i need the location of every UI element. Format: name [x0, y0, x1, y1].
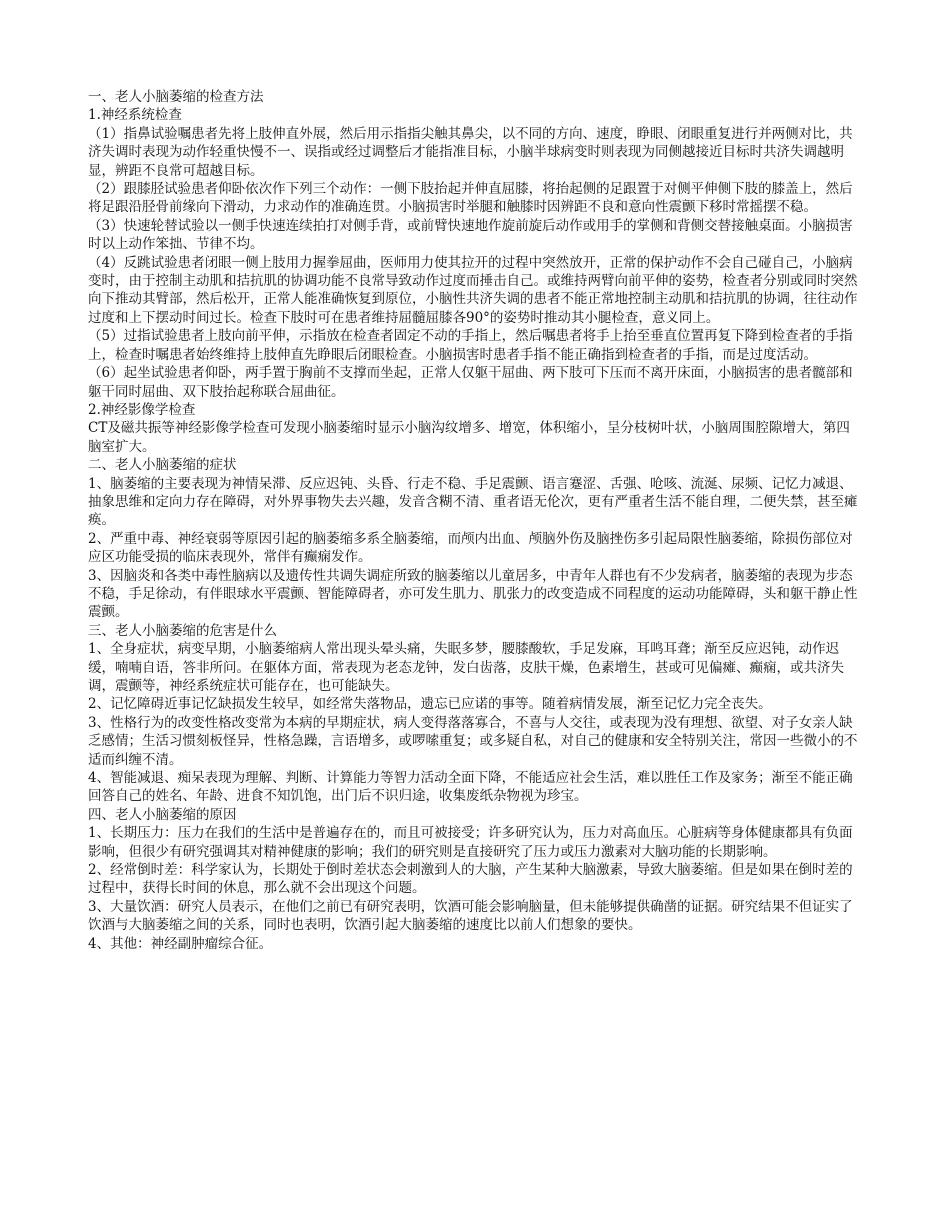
paragraph: 2、经常倒时差：科学家认为，长期处于倒时差状态会刺激到人的大脑，产生某种大脑激素，导致大脑萎缩。但是如果在倒时差的过程中，获得长时间的休息，那么就不会出现这个问题。 [88, 862, 853, 897]
paragraph: （4）反跳试验患者闭眼一侧上肢用力握拳屈曲，医师用力使其拉开的过程中突然放开，正常的保护动作不会自己碰自己，小脑病变时，由于控制主动肌和拮抗肌的协调功能不良常导致动作过度而捶击自己。或维持两臂向前平伸的姿势，检查者分别或同时突然向下推动其臂部，然后松开，正常人能准确恢复到原位，小脑性共济失调的患者不能正常地控制主动肌和拮抗肌的协调，往往动作过度和上下摆动时间过长。检查下肢时可在患者维持屈髓屈膝各90°的姿势时推动其小腿检查，意义同上。 [88, 254, 858, 326]
paragraph: CT及磁共振等神经影像学检查可发现小脑萎缩时显示小脑沟纹增多、增宽，体积缩小，呈分枝树叶状，小脑周围腔隙增大，第四脑室扩大。 [88, 420, 850, 455]
paragraph: （5）过指试验患者上肢向前平伸，示指放在检查者固定不动的手指上，然后嘱患者将手上抬至垂直位置再复下降到检查者的手指上，检查时嘱患者始终维持上肢伸直先睁眼后闭眼检查。小脑损害时患者手指不能正确指到检查者的手指，而是过度活动。 [88, 328, 853, 363]
section-heading: 一、老人小脑萎缩的检查方法 [88, 89, 264, 105]
section-heading: 二、老人小脑萎缩的症状 [88, 457, 237, 474]
paragraph: 4、智能减退、痴呆表现为理解、判断、计算能力等智力活动全面下降，不能适应社会生活，难以胜任工作及家务；渐至不能正确回答自己的姓名、年龄、进食不知饥饱，出门后不识归途，收集废纸杂物视为珍宝。 [88, 770, 853, 805]
document-body [88, 88, 863, 953]
paragraph: 1、全身症状，病变早期，小脑萎缩病人常出现头晕头痛，失眠多梦，腰膝酸软，手足发麻，耳鸣耳聋；渐至反应迟钝，动作迟缓，喃喃自语，答非所问。在躯体方面，常表现为老态龙钟，发白齿落，皮肤干燥，色素增生，甚或可见偏瘫、癫痫，或共济失调，震颤等，神经系统症状可能存在，也可能缺失。 [88, 641, 844, 694]
paragraph: 4、其他：神经副肿瘤综合征。 [88, 935, 273, 952]
subsection-heading: 2.神经影像学检查 [88, 401, 196, 418]
paragraph: 1、脑萎缩的主要表现为神情呆滞、反应迟钝、头昏、行走不稳、手足震颤、语言蹇涩、舌强、呛咳、流涎、尿频、记忆力减退、抽象思维和定向力存在障碍，对外界事物失去兴趣，发音含糊不清、重者语无伦次，更有严重者生活不能自理，二便失禁，甚至瘫痪。 [88, 475, 858, 529]
paragraph: （2）跟膝胫试验患者仰卧依次作下列三个动作：一侧下肢抬起并伸直屈膝，将抬起侧的足跟置于对侧平伸侧下肢的膝盖上，然后将足跟沿胫骨前缘向下滑动，力求动作的准确连贯。小脑损害时举腿和触膝时因辨距不良和意向性震颤下移时常摇摆不稳。 [88, 181, 853, 216]
paragraph: 3、性格行为的改变性格改变常为本病的早期症状，病人变得落落寡合，不喜与人交往，或表现为没有理想、欲望、对子女亲人缺乏感情；生活习惯刻板怪异，性格急躁，言语增多，或啰嗦重复；或多疑自私，对自己的健康和安全特别关注，常因一些微小的不适而纠缠不清。 [88, 714, 858, 768]
paragraph: 3、因脑炎和各类中毒性脑病以及遗传性共调失调症所致的脑萎缩以儿童居多，中青年人群也有不少发病者，脑萎缩的表现为步态不稳，手足徐动，有伴眼球水平震颤、智能障碍者，亦可发生肌力、肌张力的改变造成不同程度的运动功能障碍，头和躯干静止性震颤。 [88, 567, 858, 621]
paragraph: 1、长期压力：压力在我们的生活中是普遍存在的，而且可被接受；许多研究认为，压力对高血压。心脏病等身体健康都具有负面影响，但很少有研究强调其对精神健康的影响；我们的研究则是直接研究了压力或压力激素对大脑功能的长期影响。 [88, 825, 853, 860]
subsection-heading: 1.神经系统检查 [88, 107, 182, 124]
paragraph: （1）指鼻试验嘱患者先将上肢伸直外展，然后用示指指尖触其鼻尖，以不同的方向、速度，睁眼、闭眼重复进行并两侧对比，共济失调时表现为动作轻重快慢不一、误指或经过调整后才能指准目标，小脑半球病变时则表现为同侧越接近目标时共济失调越明显，辨距不良常可超越目标。 [88, 125, 853, 179]
section-heading: 三、老人小脑萎缩的危害是什么 [88, 622, 277, 639]
paragraph: （6）起坐试验患者仰卧，两手置于胸前不支撑而坐起，正常人仅躯干屈曲、两下肢可下压而不离开床面，小脑损害的患者髋部和躯干同时屈曲、双下肢抬起称联合屈曲征。 [88, 365, 853, 400]
paragraph: 2、严重中毒、神经衰弱等原因引起的脑萎缩多系全脑萎缩，而颅内出血、颅脑外伤及脑挫伤多引起局限性脑萎缩，除损伤部位对应区功能受损的临床表现外，常伴有癫痫发作。 [88, 530, 853, 566]
section-heading: 四、老人小脑萎缩的原因 [88, 806, 237, 823]
paragraph: 2、记忆障碍近事记忆缺损发生较早，如经常失落物品，遗忘已应诺的事等。随着病情发展，渐至记忆力完全丧失。 [88, 696, 772, 713]
paragraph: 3、大量饮酒：研究人员表示，在他们之前已有研究表明，饮酒可能会影响脑量，但未能够提供确凿的证据。研究结果不但证实了饮酒与大脑萎缩之间的关系，同时也表明，饮酒引起大脑萎缩的速度比以前人们想象的要快。 [88, 898, 853, 934]
paragraph: （3）快速轮替试验以一侧手快速连续拍打对侧手背，或前臂快速地作旋前旋后动作或用手的掌侧和背侧交替接触桌面。小脑损害时以上动作笨拙、节律不均。 [88, 217, 853, 253]
